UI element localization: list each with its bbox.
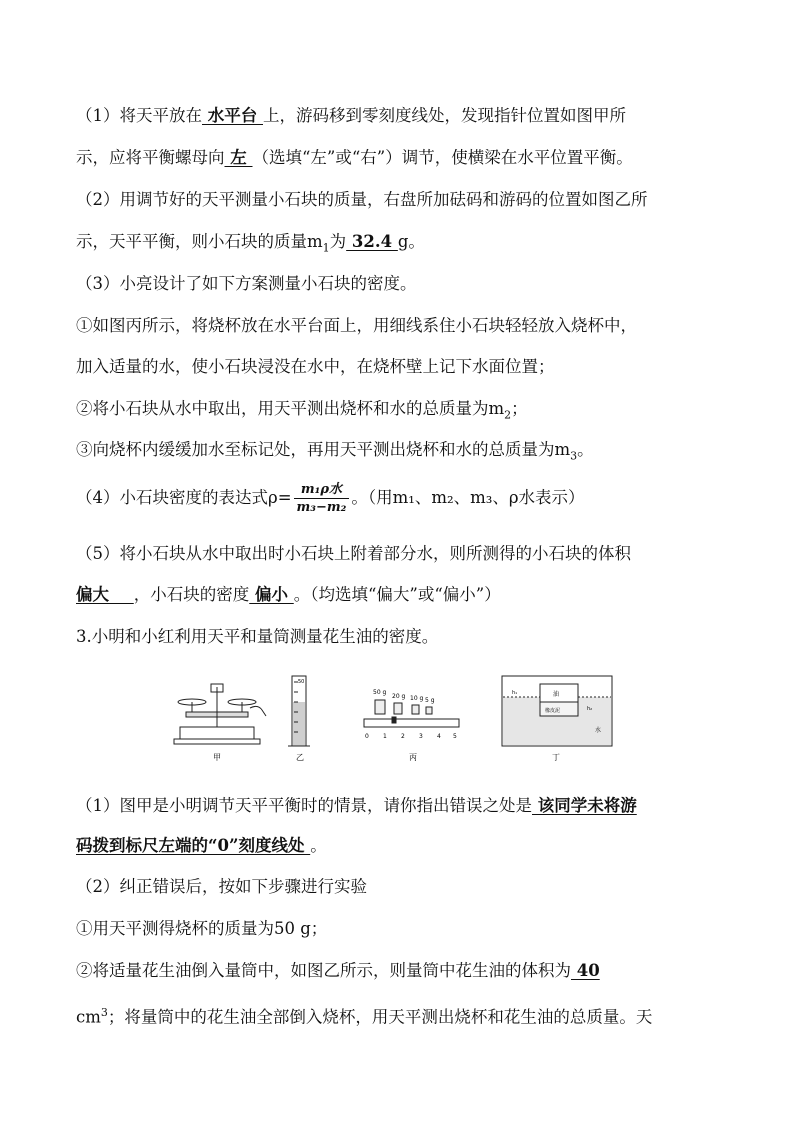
- blank-space: [109, 585, 134, 604]
- ruler-tick: 2: [401, 733, 405, 740]
- figure-label-jia: 甲: [213, 753, 221, 762]
- oil-label: 油: [553, 691, 560, 698]
- balance-figure: [174, 684, 266, 744]
- text: 示，应将平衡螺母向: [76, 148, 225, 167]
- water-label: 水: [595, 727, 602, 734]
- text: 。: [577, 440, 594, 459]
- figure-label-ding: 丁: [552, 753, 560, 762]
- text: 。（均选填“偏大”或“偏小”）: [293, 585, 501, 604]
- text: ①如图丙所示，将烧杯放在水平台面上，用细线系住小石块轻轻放入烧杯中，: [76, 316, 637, 335]
- text: （选填“左”或“右”）调节，使横梁在水平位置平衡。: [252, 148, 633, 167]
- step2-line: [76, 398, 528, 426]
- text: 加入适量的水，使小石块浸没在水中，在烧杯壁上记下水面位置；: [76, 357, 555, 376]
- superscript: 3: [100, 1006, 108, 1019]
- q3-line: [76, 273, 417, 295]
- q5-line-2: [76, 584, 501, 606]
- ruler-tick: 0: [365, 733, 369, 740]
- text: ，小石块的密度: [133, 585, 250, 604]
- step3-line: [76, 439, 594, 467]
- ruler-tick: 1: [383, 733, 387, 740]
- p3-q1-line: [76, 795, 637, 817]
- text: 3.小明和小红利用天平和量筒测量花生油的密度。: [76, 627, 439, 646]
- weight-label: 10 g: [410, 695, 424, 702]
- cylinder-figure: [288, 676, 310, 746]
- formula-denominator: m₃−m₂: [296, 500, 347, 515]
- figure-label-yi: 乙: [296, 753, 304, 762]
- cylinder-top-mark: 50: [298, 679, 305, 685]
- text: 上，游码移到零刻度线处，发现指针位置如图甲所: [263, 106, 626, 125]
- text: ；: [511, 399, 528, 418]
- text: 。（用m₁、m₂、m₃、ρ水表示）: [351, 488, 585, 507]
- subscript: 1: [322, 241, 330, 255]
- step1-line: [76, 315, 637, 337]
- rubber-label: 橡皮泥: [545, 708, 561, 714]
- text: 。: [310, 836, 327, 855]
- h2-label: h₂: [587, 706, 593, 712]
- answer-blank: 偏小: [249, 585, 294, 604]
- ruler-tick: 4: [437, 733, 441, 740]
- weight-label: 20 g: [392, 693, 406, 700]
- p3-q1-line-2: [76, 835, 327, 857]
- answer-blank: 该同学未将游: [532, 796, 637, 815]
- text: （4）小石块密度的表达式ρ=: [76, 488, 292, 507]
- h1-label: h₁: [512, 690, 518, 696]
- formula-numerator: m₁ρ水: [294, 482, 350, 499]
- answer-blank: 偏大: [76, 585, 109, 604]
- text: ①用天平测得烧杯的质量为50 g；: [76, 919, 328, 938]
- answer-blank: 左: [224, 148, 253, 167]
- answer-blank: 码拨到标尺左端的“0”刻度线处: [76, 836, 311, 855]
- q1-line: [76, 105, 626, 127]
- q4-line: [76, 482, 585, 515]
- q2-line-2: [76, 231, 425, 259]
- answer-blank: 水平台: [202, 106, 263, 125]
- text: （2）纠正错误后，按如下步骤进行实验: [76, 877, 367, 896]
- text: 为: [329, 232, 347, 251]
- weight-label: 5 g: [425, 697, 435, 704]
- p3-step2-line-2: [76, 1002, 652, 1029]
- subscript: 2: [504, 408, 512, 422]
- p3-step1-line: [76, 918, 327, 940]
- q2-line: [76, 189, 648, 211]
- text: 示，天平平衡，则小石块的质量m: [76, 232, 323, 251]
- p3-step2-line: [76, 960, 600, 982]
- q1-line-2: [76, 147, 633, 169]
- weights-figure: [364, 700, 459, 727]
- text: （1）图甲是小明调节天平平衡时的情景，请你指出错误之处是: [76, 796, 532, 815]
- text: （1）将天平放在: [76, 106, 202, 125]
- figure-label-bing: 丙: [409, 753, 417, 762]
- text: （3）小亮设计了如下方案测量小石块的密度。: [76, 274, 417, 293]
- text: ②将适量花生油倒入量筒中，如图乙所示，则量筒中花生油的体积为: [76, 961, 571, 980]
- ruler-tick: 5: [453, 733, 457, 740]
- problem3-title: [76, 626, 438, 648]
- q5-line: [76, 543, 631, 565]
- text: g。: [397, 232, 425, 251]
- density-formula: [294, 482, 350, 515]
- answer-blank: 40: [571, 961, 600, 980]
- experiment-figures: [172, 672, 622, 767]
- answer-blank: 32.4: [346, 232, 398, 251]
- subscript: 3: [570, 449, 578, 463]
- text: ③向烧杯内缓缓加水至标记处，再用天平测出烧杯和水的总质量为m: [76, 440, 571, 459]
- text: （2）用调节好的天平测量小石块的质量，右盘所加砝码和游码的位置如图乙所: [76, 190, 648, 209]
- text: ；将量筒中的花生油全部倒入烧杯，用天平测出烧杯和花生油的总质量。天: [107, 1007, 653, 1027]
- weight-label: 50 g: [373, 689, 387, 696]
- step1-line-2: [76, 356, 555, 378]
- text: ②将小石块从水中取出，用天平测出烧杯和水的总质量为m: [76, 399, 505, 418]
- ruler-tick: 3: [419, 733, 423, 740]
- p3-q2-line: [76, 876, 367, 898]
- text: cm: [76, 1007, 101, 1027]
- text: （5）将小石块从水中取出时小石块上附着部分水，则所测得的小石块的体积: [76, 544, 631, 563]
